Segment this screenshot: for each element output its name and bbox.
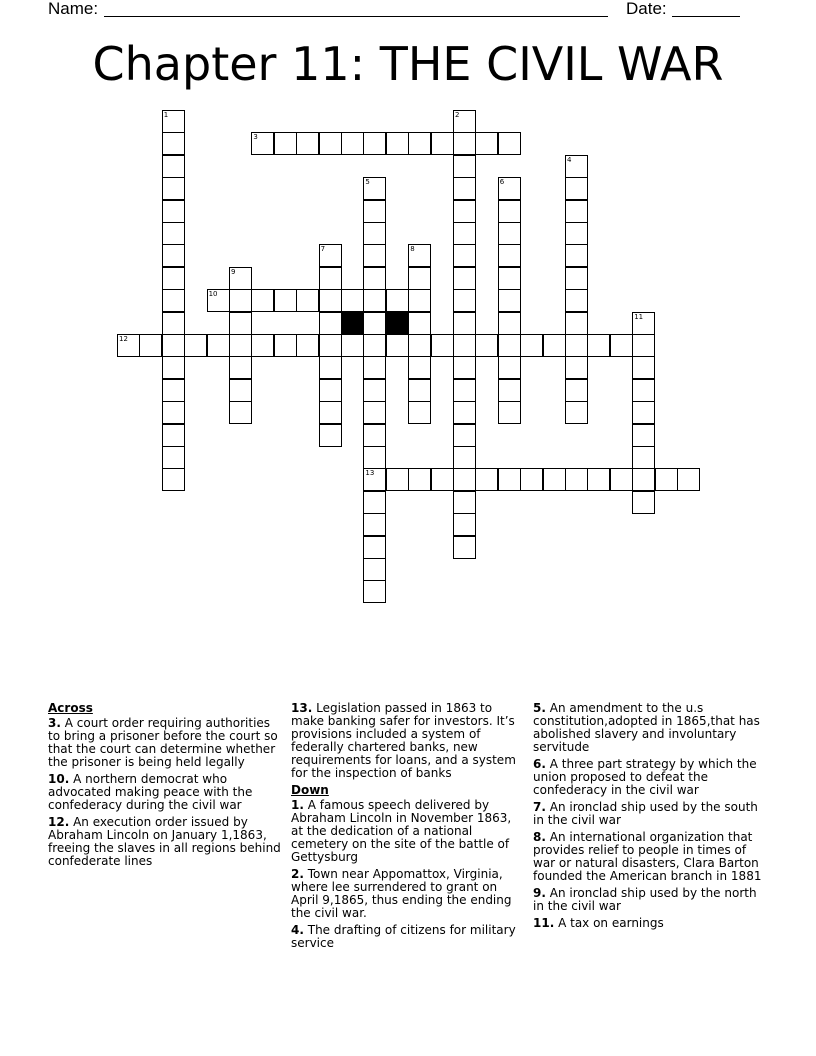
crossword-cell[interactable]: [207, 289, 230, 312]
clue-number-label: 11: [634, 312, 644, 321]
crossword-cell[interactable]: [431, 132, 454, 155]
crossword-cell[interactable]: [543, 468, 566, 491]
crossword-cell[interactable]: [520, 468, 543, 491]
down-clue-8: [533, 831, 769, 883]
crossword-cell[interactable]: [363, 177, 386, 200]
crossword-cell[interactable]: [117, 334, 140, 357]
crossword-cell[interactable]: [498, 401, 521, 424]
crossword-cell[interactable]: [162, 110, 185, 133]
clue-column-2: [291, 702, 527, 954]
crossword-cell[interactable]: [565, 177, 588, 200]
crossword-cell[interactable]: [386, 289, 409, 312]
crossword-cell[interactable]: [162, 267, 185, 290]
crossword-cell[interactable]: [363, 334, 386, 357]
clue-number-label: 5: [365, 178, 370, 187]
crossword-cell[interactable]: [341, 289, 364, 312]
clue-number: 6.: [533, 757, 546, 771]
crossword-cell[interactable]: [498, 379, 521, 402]
crossword-cell[interactable]: [319, 267, 342, 290]
crossword-cell[interactable]: [520, 334, 543, 357]
crossword-cell[interactable]: [632, 491, 655, 514]
crossword-cell[interactable]: [498, 244, 521, 267]
clue-column-3: [533, 702, 769, 934]
crossword-cell[interactable]: [162, 401, 185, 424]
clue-number: 12.: [48, 815, 70, 829]
crossword-cell[interactable]: [587, 334, 610, 357]
crossword-cell[interactable]: [408, 267, 431, 290]
clue-text: An execution order issued by Abraham Lincoln on January 1,1863, freeing the slaves in all regions behind confederate lines: [48, 815, 281, 868]
crossword-cell[interactable]: [319, 244, 342, 267]
crossword-cell[interactable]: [453, 356, 476, 379]
crossword-cell[interactable]: [363, 468, 386, 491]
clue-text: An ironclad ship used by the south in the civil war: [533, 800, 758, 827]
crossword-cell[interactable]: [251, 334, 274, 357]
crossword-cell[interactable]: [565, 289, 588, 312]
crossword-cell[interactable]: [274, 334, 297, 357]
crossword-cell[interactable]: [453, 513, 476, 536]
crossword-cell[interactable]: [139, 334, 162, 357]
crossword-cell[interactable]: [610, 468, 633, 491]
down-clue-6: [533, 758, 769, 797]
page-title: Chapter 11: THE CIVIL WAR: [92, 37, 724, 91]
crossword-cell[interactable]: [229, 379, 252, 402]
crossword-cell[interactable]: [453, 177, 476, 200]
clue-number-label: 4: [567, 155, 572, 164]
crossword-cell[interactable]: [453, 222, 476, 245]
clue-number: 3.: [48, 716, 61, 730]
crossword-cell[interactable]: [386, 468, 409, 491]
crossword-cell[interactable]: [498, 468, 521, 491]
clue-text: An international organization that provides relief to people in times of war or natural disasters, Clara Barton founded the American branch in 1881: [533, 830, 762, 883]
crossword-cell[interactable]: [565, 222, 588, 245]
crossword-cell[interactable]: [632, 356, 655, 379]
crossword-cell[interactable]: [498, 132, 521, 155]
crossword-cell[interactable]: [632, 334, 655, 357]
clue-text: A court order requiring authorities to bring a prisoner before the court so that the court can determine whether the prisoner is being held legally: [48, 716, 278, 769]
crossword-cell[interactable]: [363, 312, 386, 335]
crossword-cell[interactable]: [229, 312, 252, 335]
crossword-cell[interactable]: [229, 289, 252, 312]
clue-text: A famous speech delivered by Abraham Lincoln in November 1863, at the dedication of a national cemetery on the site of the battle of Gettysburg: [291, 798, 512, 864]
crossword-cell[interactable]: [184, 334, 207, 357]
crossword-cell[interactable]: [363, 558, 386, 581]
clue-number-label: 7: [320, 245, 326, 254]
clue-number: 2.: [291, 867, 304, 881]
crossword-cell[interactable]: [565, 379, 588, 402]
crossword-cell[interactable]: [363, 580, 386, 603]
crossword-cell[interactable]: [453, 200, 476, 223]
crossword-cell[interactable]: [498, 267, 521, 290]
clue-text: A tax on earnings: [558, 916, 664, 930]
clue-number: 5.: [533, 701, 546, 715]
crossword-cell[interactable]: [610, 334, 633, 357]
crossword-cell[interactable]: [251, 132, 274, 155]
crossword-cell[interactable]: [565, 244, 588, 267]
clue-number: 1.: [291, 798, 304, 812]
crossword-cell[interactable]: [453, 536, 476, 559]
crossword-cell[interactable]: [319, 334, 342, 357]
crossword-cell[interactable]: [453, 468, 476, 491]
clue-number-label: 6: [499, 178, 505, 187]
crossword-cell[interactable]: [319, 356, 342, 379]
crossword-cell[interactable]: [565, 468, 588, 491]
crossword-cell[interactable]: [408, 289, 431, 312]
crossword-cell[interactable]: [431, 334, 454, 357]
clue-number: 4.: [291, 923, 304, 937]
clue-number-label: 10: [208, 290, 218, 299]
crossword-cell[interactable]: [363, 267, 386, 290]
crossword-cell[interactable]: [162, 446, 185, 469]
clue-column-1: [48, 702, 284, 872]
crossword-cell[interactable]: [632, 424, 655, 447]
crossword-cell[interactable]: [162, 468, 185, 491]
crossword-cell[interactable]: [453, 244, 476, 267]
crossword-cell[interactable]: [565, 312, 588, 335]
crossword-cell[interactable]: [162, 200, 185, 223]
crossword-cell[interactable]: [363, 424, 386, 447]
crossword-cell[interactable]: [229, 334, 252, 357]
crossword-cell[interactable]: [431, 468, 454, 491]
crossword-cell[interactable]: [363, 356, 386, 379]
crossword-cell[interactable]: [162, 289, 185, 312]
clue-number-label: 2: [455, 111, 460, 119]
crossword-cell[interactable]: [408, 334, 431, 357]
crossword-cell[interactable]: [363, 200, 386, 223]
crossword-cell[interactable]: [363, 491, 386, 514]
date-label: Date:: [626, 0, 667, 18]
clue-number-label: 1: [163, 111, 169, 119]
across-heading: Across: [48, 701, 93, 715]
down-clue-4: [291, 924, 527, 950]
crossword-cell[interactable]: [341, 334, 364, 357]
crossword-cell[interactable]: [363, 446, 386, 469]
crossword-cell[interactable]: [319, 312, 342, 335]
crossword-cell[interactable]: [162, 155, 185, 178]
crossword-cell[interactable]: [475, 334, 498, 357]
down-clue-5: [533, 702, 769, 754]
crossword-cell[interactable]: [162, 222, 185, 245]
down-clue-9: [533, 887, 769, 913]
crossword-cell[interactable]: [162, 424, 185, 447]
clue-text: The drafting of citizens for military service: [291, 923, 516, 950]
crossword-cell[interactable]: [408, 379, 431, 402]
crossword-cell[interactable]: [632, 446, 655, 469]
crossword-cell[interactable]: [453, 289, 476, 312]
crossword-cell[interactable]: [162, 379, 185, 402]
crossword-cell[interactable]: [162, 177, 185, 200]
across-clue-10: [48, 773, 284, 812]
crossword-cell[interactable]: [565, 356, 588, 379]
crossword-cell[interactable]: [162, 132, 185, 155]
clue-number-label: 3: [253, 133, 258, 142]
crossword-cell[interactable]: [453, 132, 476, 155]
crossword-cell[interactable]: [319, 289, 342, 312]
crossword-cell[interactable]: [296, 334, 319, 357]
clue-number: 10.: [48, 772, 70, 786]
crossword-cell[interactable]: [319, 401, 342, 424]
clue-number-label: 8: [410, 245, 415, 254]
down-clue-1: [291, 799, 527, 864]
crossword-cell[interactable]: [453, 267, 476, 290]
crossword-cell[interactable]: [162, 312, 185, 335]
crossword-cell[interactable]: [632, 401, 655, 424]
crossword-cell[interactable]: [453, 401, 476, 424]
clue-text: Town near Appomattox, Virginia, where lee surrendered to grant on April 9,1865, thus ending the ending the civil war.: [291, 867, 512, 920]
crossword-cell[interactable]: [498, 312, 521, 335]
crossword-cell[interactable]: [296, 289, 319, 312]
crossword-cell[interactable]: [363, 289, 386, 312]
crossword-cell[interactable]: [363, 244, 386, 267]
crossword-cell[interactable]: [162, 356, 185, 379]
clue-number: 8.: [533, 830, 546, 844]
crossword-cell[interactable]: [498, 200, 521, 223]
crossword-cell[interactable]: [408, 401, 431, 424]
crossword-cell[interactable]: [565, 401, 588, 424]
crossword-cell[interactable]: [162, 244, 185, 267]
crossword-cell[interactable]: [565, 267, 588, 290]
crossword-cell[interactable]: [453, 110, 476, 133]
crossword-cell[interactable]: [408, 132, 431, 155]
crossword-cell[interactable]: [363, 513, 386, 536]
crossword-cell[interactable]: [251, 289, 274, 312]
crossword-cell[interactable]: [363, 401, 386, 424]
clue-number: 13.: [291, 701, 313, 715]
crossword-cell[interactable]: [543, 334, 566, 357]
crossword-cell[interactable]: [655, 468, 678, 491]
crossword-cell[interactable]: [565, 200, 588, 223]
down-heading: Down: [291, 783, 329, 797]
crossword-cell[interactable]: [475, 132, 498, 155]
clue-number-label: 9: [231, 267, 236, 276]
clue-text: An amendment to the u.s constitution,adopted in 1865,that has abolished slavery and involuntary servitude: [533, 701, 760, 754]
crossword-cell[interactable]: [453, 424, 476, 447]
crossword-cell[interactable]: [408, 312, 431, 335]
crossword-cell[interactable]: [363, 132, 386, 155]
crossword-cell[interactable]: [386, 334, 409, 357]
crossword-cell[interactable]: [453, 334, 476, 357]
crossword-cell[interactable]: [453, 446, 476, 469]
crossword-cell[interactable]: [587, 468, 610, 491]
crossword-cell[interactable]: [296, 132, 319, 155]
crossword-cell[interactable]: [453, 379, 476, 402]
crossword-cell[interactable]: [632, 379, 655, 402]
crossword-cell[interactable]: [363, 536, 386, 559]
across-clue-12: [48, 816, 284, 868]
clue-number: 11.: [533, 916, 555, 930]
crossword-cell[interactable]: [632, 312, 655, 335]
down-clue-11: [533, 917, 769, 930]
down-clue-2: [291, 868, 527, 920]
crossword-cell[interactable]: [408, 356, 431, 379]
clue-text: Legislation passed in 1863 to make banking safer for investors. It’s provisions included a system of federally chartered banks, new requirements for loans, and a system for the inspection of banks: [291, 701, 516, 780]
crossword-cell[interactable]: [386, 132, 409, 155]
clue-text: An ironclad ship used by the north in the civil war: [533, 886, 757, 913]
crossword-cell[interactable]: [363, 222, 386, 245]
crossword-cell[interactable]: [319, 424, 342, 447]
crossword-cell[interactable]: [498, 289, 521, 312]
crossword-cell[interactable]: [498, 334, 521, 357]
clue-number: 7.: [533, 800, 546, 814]
crossword-cell[interactable]: [677, 468, 700, 491]
crossword-cell[interactable]: [498, 177, 521, 200]
crossword-black-cell: [341, 312, 364, 335]
crossword-cell[interactable]: [319, 379, 342, 402]
crossword-cell[interactable]: [632, 468, 655, 491]
crossword-cell[interactable]: [565, 155, 588, 178]
clue-number-label: 13: [365, 469, 375, 478]
name-label: Name:: [48, 0, 99, 18]
crossword-cell[interactable]: [565, 334, 588, 357]
crossword-cell[interactable]: [162, 334, 185, 357]
crossword-cell[interactable]: [274, 289, 297, 312]
crossword-cell[interactable]: [453, 155, 476, 178]
crossword-cell[interactable]: [229, 356, 252, 379]
crossword-cell[interactable]: [319, 132, 342, 155]
clue-number-label: 12: [119, 335, 128, 343]
crossword-cell[interactable]: [498, 356, 521, 379]
crossword-cell[interactable]: [274, 132, 297, 155]
crossword-cell[interactable]: [229, 401, 252, 424]
crossword-cell[interactable]: [363, 379, 386, 402]
crossword-cell[interactable]: [229, 267, 252, 290]
clue-number: 9.: [533, 886, 546, 900]
clue-text: A three part strategy by which the union proposed to defeat the confederacy in the civil war: [533, 757, 757, 797]
clue-text: A northern democrat who advocated making peace with the confederacy during the civil war: [48, 772, 253, 812]
crossword-cell[interactable]: [453, 491, 476, 514]
across-clue-13: [291, 702, 527, 780]
crossword-black-cell: [386, 312, 409, 335]
crossword-cell[interactable]: [408, 468, 431, 491]
crossword-cell[interactable]: [475, 468, 498, 491]
across-clue-3: [48, 717, 284, 769]
crossword-cell[interactable]: [341, 132, 364, 155]
crossword-cell[interactable]: [207, 334, 230, 357]
down-clue-7: [533, 801, 769, 827]
crossword-cell[interactable]: [498, 222, 521, 245]
crossword-cell[interactable]: [453, 312, 476, 335]
crossword-cell[interactable]: [408, 244, 431, 267]
